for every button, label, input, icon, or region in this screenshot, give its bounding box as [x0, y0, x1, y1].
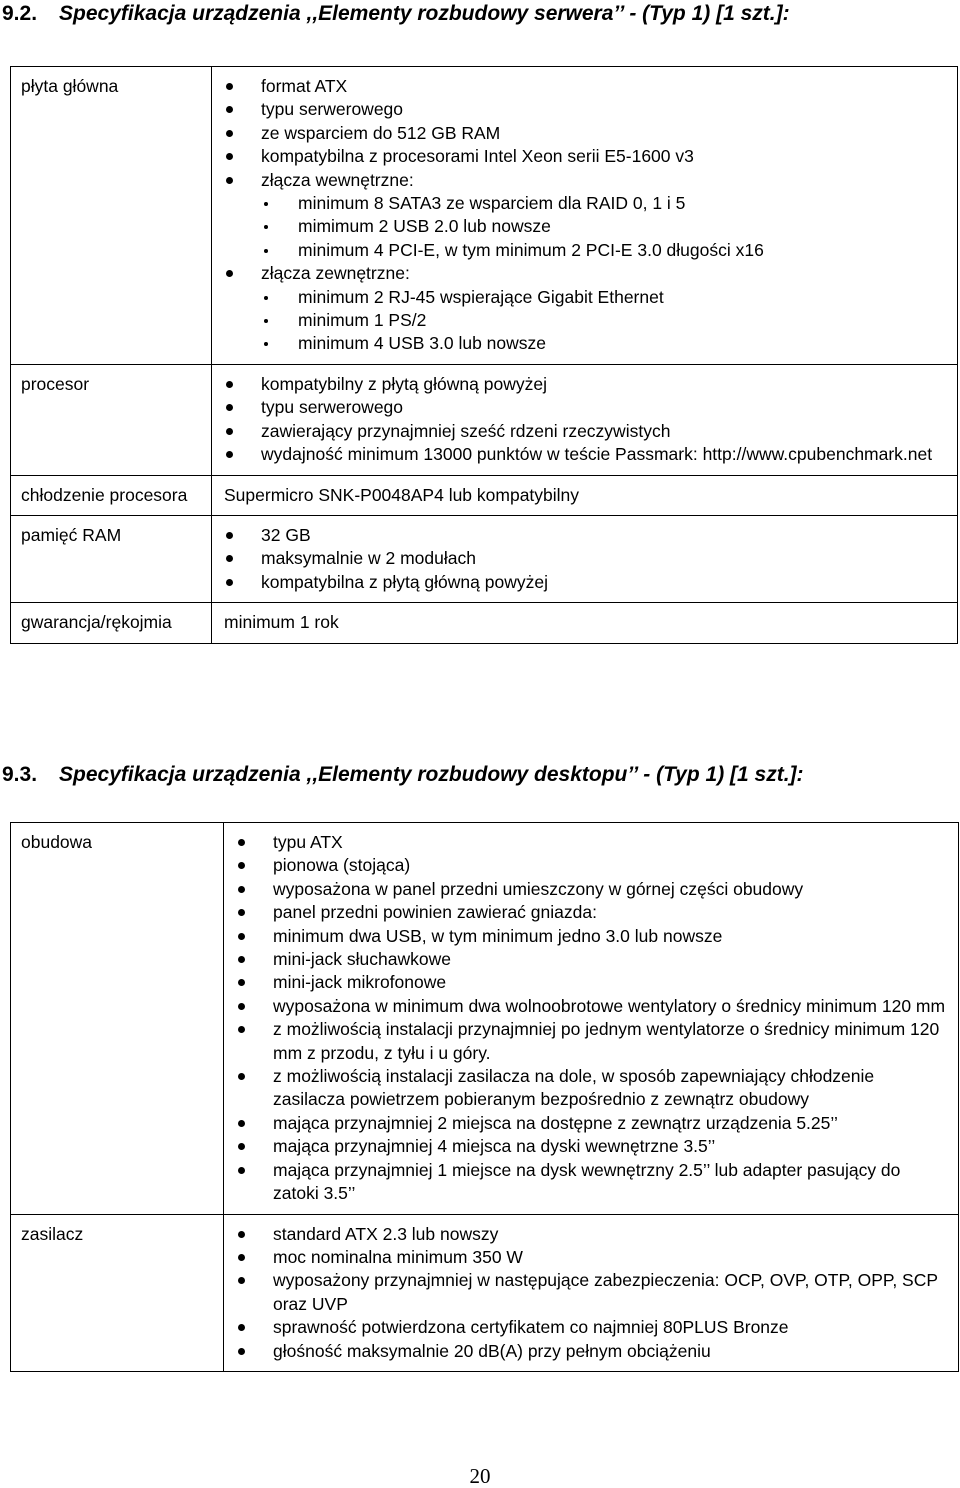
spec-bullet-list: [224, 524, 947, 594]
spec-bullet-text: mini-jack mikrofonowe: [273, 972, 447, 993]
spec-label: obudowa: [11, 823, 224, 1215]
section-title: Specyfikacja urządzenia ,,Elementy rozbudowy desktopu’’ - (Typ 1) [1 szt.]:: [59, 763, 804, 786]
spec-bullet-item: [236, 948, 948, 971]
spec-bullet-item: [224, 98, 947, 121]
spec-label: gwarancja/rękojmia: [11, 603, 212, 643]
spec-bullet-item: [236, 1112, 948, 1135]
section-heading-9-3: [2, 762, 804, 788]
spec-plain-text: Supermicro SNK-P0048AP4 lub kompatybilny: [224, 484, 580, 505]
spec-bullet-list: [224, 75, 947, 356]
spec-bullet-item: [224, 373, 947, 396]
spec-row: [11, 515, 958, 602]
spec-sub-item: mimimum 2 USB 2.0 lub nowsze: [261, 215, 947, 238]
spec-bullet-item: [224, 262, 947, 285]
spec-bullet-item: [236, 1340, 948, 1363]
spec-bullet-text: wyposażona w panel przedni umieszczony w górnej części obudowy: [273, 878, 804, 899]
spec-bullet-item: [224, 547, 947, 570]
spec-row: [11, 1214, 959, 1371]
spec-sub-item: minimum 8 SATA3 ze wsparciem dla RAID 0, 1 i 5: [261, 192, 947, 215]
spec-bullet-text: z możliwością instalacji przynajmniej po jednym wentylatorze o średnicy minimum 120 mm z przodu, z tyłu i u góry.: [273, 1019, 940, 1063]
spec-table-server: [10, 66, 958, 644]
spec-bullet-text: kompatybilna z płytą główną powyżej: [261, 571, 548, 592]
spec-sub-item: minimum 4 USB 3.0 lub nowsze: [261, 332, 947, 355]
spec-bullet-item: [236, 1159, 948, 1206]
spec-plain-text: minimum 1 rok: [224, 612, 339, 633]
spec-row: [11, 67, 958, 365]
spec-sub-item: minimum 2 RJ-45 wspierające Gigabit Ethernet: [261, 286, 947, 309]
spec-bullet-text: standard ATX 2.3 lub nowszy: [273, 1223, 499, 1244]
spec-bullet-item: [236, 1135, 948, 1158]
spec-sub-list-container: [224, 286, 947, 356]
spec-bullet-item: [236, 901, 948, 924]
spec-bullet-item: [236, 831, 948, 854]
spec-bullet-item: [224, 420, 947, 443]
spec-bullet-text: głośność maksymalnie 20 dB(A) przy pełnym obciążeniu: [273, 1340, 711, 1361]
spec-bullet-item: [224, 145, 947, 168]
spec-bullet-text: moc nominalna minimum 350 W: [273, 1246, 523, 1267]
spec-row: [11, 475, 958, 515]
spec-label: płyta główna: [11, 67, 212, 365]
spec-content: [212, 67, 958, 365]
spec-bullet-text: wyposażony przynajmniej w następujące zabezpieczenia: OCP, OVP, OTP, OPP, SCP oraz UVP: [273, 1270, 938, 1314]
spec-bullet-text: mająca przynajmniej 2 miejsca na dostępne z zewnątrz urządzenia 5.25’’: [273, 1112, 838, 1133]
spec-bullet-text: mini-jack słuchawkowe: [273, 949, 451, 970]
spec-bullet-item: [236, 971, 948, 994]
section-number: 9.3.: [2, 763, 38, 786]
spec-label: procesor: [11, 364, 212, 475]
spec-label: chłodzenie procesora: [11, 475, 212, 515]
spec-sub-item: minimum 4 PCI-E, w tym minimum 2 PCI-E 3.0 długości x16: [261, 239, 947, 262]
spec-content: [212, 603, 958, 643]
spec-bullet-text: kompatybilny z płytą główną powyżej: [261, 373, 547, 394]
spec-bullet-list: [236, 1223, 948, 1363]
spec-bullet-text: mająca przynajmniej 1 miejsce na dysk wewnętrzny 2.5’’ lub adapter pasujący do zatoki 3.5’’: [273, 1159, 901, 1204]
spec-bullet-text: typu ATX: [273, 832, 343, 852]
spec-bullet-item: [224, 524, 947, 547]
page-number: 20: [469, 1464, 491, 1488]
spec-table-desktop: [10, 822, 959, 1372]
spec-bullet-list: [224, 373, 947, 467]
spec-bullet-text: złącza wewnętrzne:: [261, 169, 414, 190]
spec-bullet-item: [224, 396, 947, 419]
spec-content: [212, 475, 958, 515]
spec-bullet-item: [224, 75, 947, 98]
spec-sub-list: [261, 286, 947, 356]
spec-label: pamięć RAM: [11, 515, 212, 602]
spec-bullet-item: [224, 169, 947, 192]
spec-sub-list: [261, 192, 947, 262]
spec-bullet-text: pionowa (stojąca): [273, 855, 411, 876]
spec-bullet-text: ze wsparciem do 512 GB RAM: [261, 122, 501, 143]
spec-bullet-item: [236, 925, 948, 948]
spec-bullet-text: typu serwerowego: [261, 99, 404, 120]
spec-row: [11, 364, 958, 475]
spec-bullet-text: typu serwerowego: [261, 397, 404, 418]
spec-bullet-item: [236, 1246, 948, 1269]
spec-bullet-item: [236, 995, 948, 1018]
spec-bullet-text: 32 GB: [261, 524, 311, 545]
spec-label: zasilacz: [11, 1214, 224, 1371]
spec-bullet-text: zawierający przynajmniej sześć rdzeni rzeczywistych: [261, 420, 671, 441]
spec-sub-item: minimum 1 PS/2: [261, 309, 947, 332]
spec-bullet-text: wydajność minimum 13000 punktów w teście Passmark: http://www.cpubenchmark.net: [261, 444, 933, 465]
spec-bullet-text: minimum dwa USB, w tym minimum jedno 3.0 lub nowsze: [273, 925, 723, 946]
spec-bullet-text: panel przedni powinien zawierać gniazda:: [273, 902, 597, 923]
spec-content: [224, 823, 959, 1215]
spec-bullet-item: [224, 122, 947, 145]
spec-sub-list-container: [224, 192, 947, 262]
spec-bullet-item: [224, 443, 947, 466]
section-title: Specyfikacja urządzenia ,,Elementy rozbudowy serwera’’ - (Typ 1) [1 szt.]:: [59, 2, 790, 25]
spec-bullet-item: [236, 1269, 948, 1316]
section-heading-9-2: [2, 1, 790, 27]
spec-bullet-item: [236, 1018, 948, 1065]
spec-bullet-text: sprawność potwierdzona certyfikatem co najmniej 80PLUS Bronze: [273, 1317, 789, 1338]
spec-content: [212, 515, 958, 602]
section-number: 9.2.: [2, 2, 38, 25]
spec-bullet-text: wyposażona w minimum dwa wolnoobrotowe wentylatory o średnicy minimum 120 mm: [273, 995, 946, 1016]
spec-bullet-text: złącza zewnętrzne:: [261, 263, 410, 284]
spec-bullet-text: maksymalnie w 2 modułach: [261, 548, 476, 569]
spec-bullet-item: [236, 1065, 948, 1112]
spec-bullet-item: [236, 1316, 948, 1339]
spec-content: [212, 364, 958, 475]
spec-bullet-text: format ATX: [261, 76, 348, 96]
spec-bullet-item: [236, 1223, 948, 1246]
spec-bullet-text: kompatybilna z procesorami Intel Xeon serii E5-1600 v3: [261, 146, 694, 167]
spec-row: [11, 823, 959, 1215]
spec-bullet-item: [236, 878, 948, 901]
spec-row: [11, 603, 958, 643]
spec-bullet-text: z możliwością instalacji zasilacza na dole, w sposób zapewniający chłodzenie zasilacza powietrzem pobieranym bezpośrednio z zewnątrz obudowy: [273, 1066, 875, 1110]
spec-bullet-item: [224, 571, 947, 594]
spec-bullet-list: [236, 831, 948, 1206]
spec-bullet-item: [236, 854, 948, 877]
spec-bullet-text: mająca przynajmniej 4 miejsca na dyski wewnętrzne 3.5’’: [273, 1136, 716, 1157]
spec-content: [224, 1214, 959, 1371]
